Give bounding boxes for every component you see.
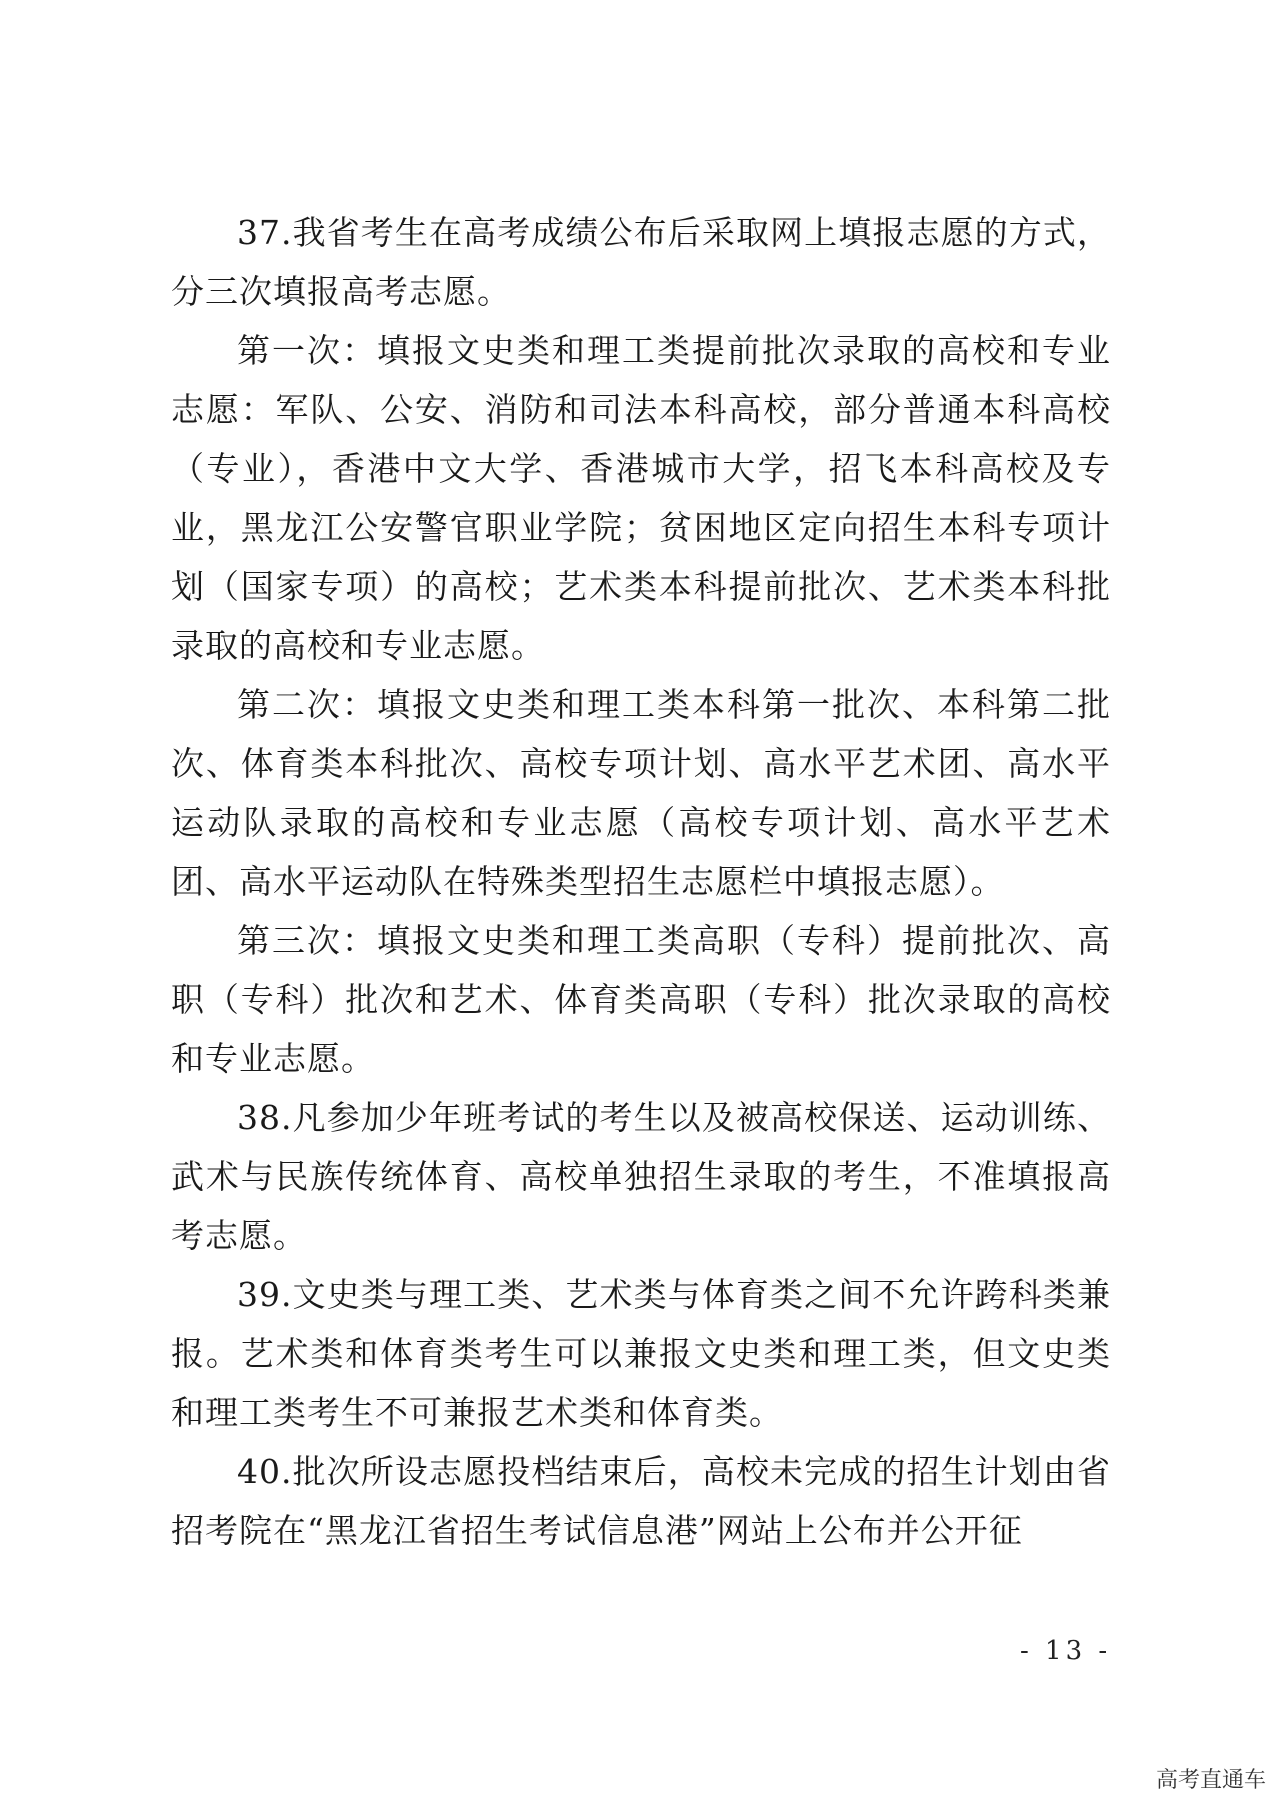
paragraph-40: 40.批次所设志愿投档结束后，高校未完成的招生计划由省招考院在“黑龙江省招生考试信息港”网站上公布并公开征 xyxy=(171,1452,1111,1550)
paragraph-37: 37.我省考生在高考成绩公布后采取网上填报志愿的方式，分三次填报高考志愿。 xyxy=(171,213,1111,311)
page-number: - 13 - xyxy=(1020,1636,1112,1666)
paragraph-third-round: 第三次：填报文史类和理工类高职（专科）提前批次、高职（专科）批次和艺术、体育类高职（专科）批次录取的高校和专业志愿。 xyxy=(171,921,1111,1078)
watermark-text: 高考直通车 xyxy=(1155,1768,1266,1793)
paragraph-39: 39.文史类与理工类、艺术类与体育类之间不允许跨科类兼报。艺术类和体育类考生可以兼报文史类和理工类，但文史类和理工类考生不可兼报艺术类和体育类。 xyxy=(171,1275,1111,1432)
paragraph-first-round: 第一次：填报文史类和理工类提前批次录取的高校和专业志愿：军队、公安、消防和司法本科高校，部分普通本科高校（专业），香港中文大学、香港城市大学，招飞本科高校及专业，黑龙江公安警官职业学院；贫困地区定向招生本科专项计划（国家专项）的高校；艺术类本科提前批次、艺术类本科批录取的高校和专业志愿。 xyxy=(171,331,1111,665)
paragraph-38: 38.凡参加少年班考试的考生以及被高校保送、运动训练、武术与民族传统体育、高校单独招生录取的考生，不准填报高考志愿。 xyxy=(171,1098,1111,1255)
paragraph-second-round: 第二次：填报文史类和理工类本科第一批次、本科第二批次、体育类本科批次、高校专项计划、高水平艺术团、高水平运动队录取的高校和专业志愿（高校专项计划、高水平艺术团、高水平运动队在特殊类型招生志愿栏中填报志愿）。 xyxy=(171,685,1111,901)
document-body xyxy=(171,203,1111,1560)
